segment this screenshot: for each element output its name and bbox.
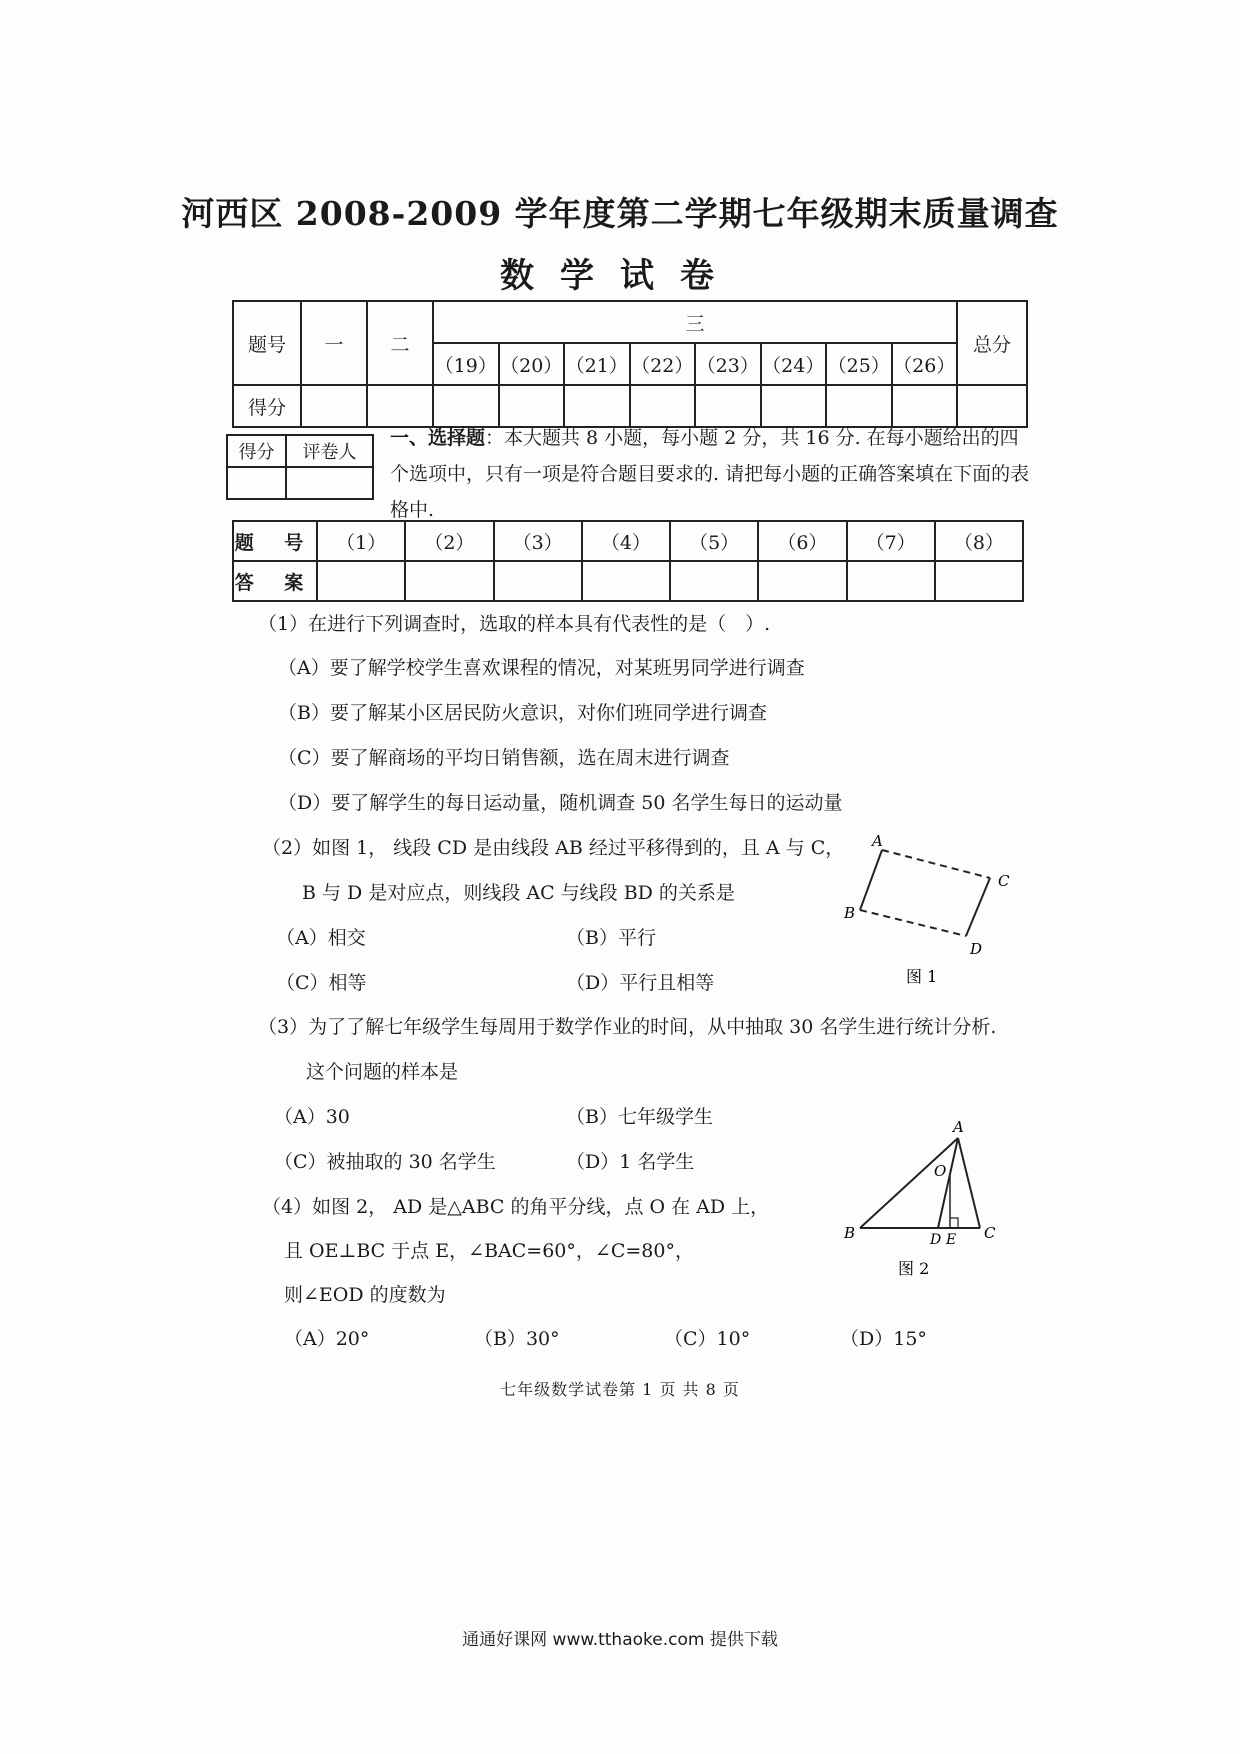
figure-2-caption: 图 2 <box>898 1259 930 1278</box>
grader-table-score: 得分 <box>227 435 286 467</box>
answer-cell <box>494 561 582 601</box>
point-label-c: C <box>984 1224 996 1242</box>
q1-option-c: （C）要了解商场的平均日销售额，选在周末进行调查 <box>278 747 730 769</box>
score-table-subcol: （23） <box>695 343 761 385</box>
section1-instructions <box>390 420 1030 528</box>
score-table-subcol: （22） <box>630 343 696 385</box>
q3-stem-line2: 这个问题的样本是 <box>306 1061 459 1083</box>
score-table-score-label: 得分 <box>233 385 301 427</box>
exam-title: 河西区 2008-2009 学年度第二学期七年级期末质量调查 <box>181 194 1059 233</box>
q3-stem-line1: （3）为了了解七年级学生每周用于数学作业的时间，从中抽取 30 名学生进行统计分析. <box>258 1016 997 1038</box>
q4-stem-line3: 则∠EOD 的度数为 <box>284 1284 446 1306</box>
score-table-subcol: （20） <box>499 343 565 385</box>
grader-cell <box>286 467 373 499</box>
segment-ad <box>938 1138 958 1228</box>
score-table <box>232 300 1028 428</box>
segment-ac <box>958 1138 980 1228</box>
q4-option-c: （C）10° <box>664 1328 751 1350</box>
segment-ab <box>860 1138 958 1228</box>
answer-cell <box>935 561 1023 601</box>
answer-cell <box>582 561 670 601</box>
score-table-subcol: （25） <box>826 343 892 385</box>
figure-1-caption: 图 1 <box>906 967 938 986</box>
point-label-o: O <box>934 1162 947 1180</box>
q4-option-b: （B）30° <box>474 1328 560 1350</box>
figure-1-parallelogram <box>838 830 1018 1000</box>
segment-cd <box>966 878 990 936</box>
answer-cell <box>405 561 493 601</box>
q2-option-d: （D）平行且相等 <box>566 972 715 994</box>
score-table-subcol: （24） <box>761 343 827 385</box>
score-cell <box>301 385 367 427</box>
q1-option-b: （B）要了解某小区居民防火意识，对你们班同学进行调查 <box>278 702 767 724</box>
q2-option-c: （C）相等 <box>276 972 367 994</box>
point-label-b: B <box>844 1224 856 1242</box>
score-table-col-2: 二 <box>367 301 433 385</box>
q3-option-a: （A）30 <box>274 1106 350 1128</box>
point-label-e: E <box>946 1232 957 1248</box>
answer-cell <box>670 561 758 601</box>
answer-cell <box>847 561 935 601</box>
point-label-d: D <box>930 1232 942 1248</box>
q4-stem-line2: 且 OE⊥BC 于点 E，∠BAC=60°，∠C=80°， <box>284 1240 694 1262</box>
answer-table-answer-label: 答 案 <box>233 561 317 601</box>
section1-heading: 一、选择题 <box>390 427 486 449</box>
point-label-b: B <box>844 904 856 922</box>
answer-table-col: （7） <box>847 521 935 561</box>
q1-option-d: （D）要了解学生的每日运动量，随机调查 50 名学生每日的运动量 <box>278 792 843 814</box>
download-credit: 通通好课网 www.tthaoke.com 提供下载 <box>462 1630 778 1650</box>
score-table-subcol: （26） <box>892 343 958 385</box>
answer-table-col: （2） <box>405 521 493 561</box>
score-table-subcol: （19） <box>433 343 499 385</box>
q2-stem-line1: （2）如图 1， 线段 CD 是由线段 AB 经过平移得到的，且 A 与 C， <box>262 837 845 859</box>
q2-option-b: （B）平行 <box>566 927 656 949</box>
section1-text: ：本大题共 8 小题，每小题 2 分，共 16 分. 在每小题给出的四个选项中，只有一项是符合题目要求的. 请把每小题的正确答案填在下面的表格中. <box>390 427 1030 521</box>
score-table-col-3: 三 <box>433 301 957 343</box>
q4-option-d: （D）15° <box>840 1328 927 1350</box>
page-footer: 七年级数学试卷第 1 页 共 8 页 <box>500 1380 740 1399</box>
answer-table-col: （1） <box>317 521 405 561</box>
grader-cell <box>227 467 286 499</box>
answer-table-col: （3） <box>494 521 582 561</box>
segment-bd <box>860 910 966 936</box>
score-table-subcol: （21） <box>564 343 630 385</box>
point-label-c: C <box>998 872 1010 890</box>
point-label-a: A <box>953 1118 964 1136</box>
segment-ab <box>860 850 882 910</box>
answer-table-col: （6） <box>758 521 846 561</box>
q1-stem: （1）在进行下列调查时，选取的样本具有代表性的是（ ）. <box>258 613 771 635</box>
score-table-question-label: 题号 <box>233 301 301 385</box>
grader-table-grader: 评卷人 <box>286 435 373 467</box>
score-table-col-1: 一 <box>301 301 367 385</box>
answer-table <box>232 520 1024 602</box>
q2-stem-line2: B 与 D 是对应点，则线段 AC 与线段 BD 的关系是 <box>302 882 735 904</box>
q3-option-b: （B）七年级学生 <box>566 1106 713 1128</box>
point-label-a: A <box>872 832 883 850</box>
answer-table-col: （5） <box>670 521 758 561</box>
point-label-d: D <box>970 940 983 958</box>
q3-option-d: （D）1 名学生 <box>566 1151 695 1173</box>
q1-option-a: （A）要了解学校学生喜欢课程的情况，对某班男同学进行调查 <box>278 657 805 679</box>
score-table-total: 总分 <box>957 301 1027 385</box>
answer-cell <box>317 561 405 601</box>
figure-2-triangle <box>838 1118 1018 1288</box>
answer-table-col: （8） <box>935 521 1023 561</box>
q2-option-a: （A）相交 <box>276 927 366 949</box>
answer-table-col: （4） <box>582 521 670 561</box>
answer-cell <box>758 561 846 601</box>
q3-option-c: （C）被抽取的 30 名学生 <box>274 1151 496 1173</box>
q4-option-a: （A）20° <box>284 1328 370 1350</box>
q4-stem-line1: （4）如图 2， AD 是△ABC 的角平分线，点 O 在 AD 上， <box>262 1196 770 1218</box>
exam-subtitle: 数学试卷 <box>500 256 740 296</box>
right-angle-mark <box>950 1218 958 1228</box>
segment-ac <box>882 850 990 878</box>
answer-table-question-label: 题 号 <box>233 521 317 561</box>
grader-table <box>226 434 374 500</box>
